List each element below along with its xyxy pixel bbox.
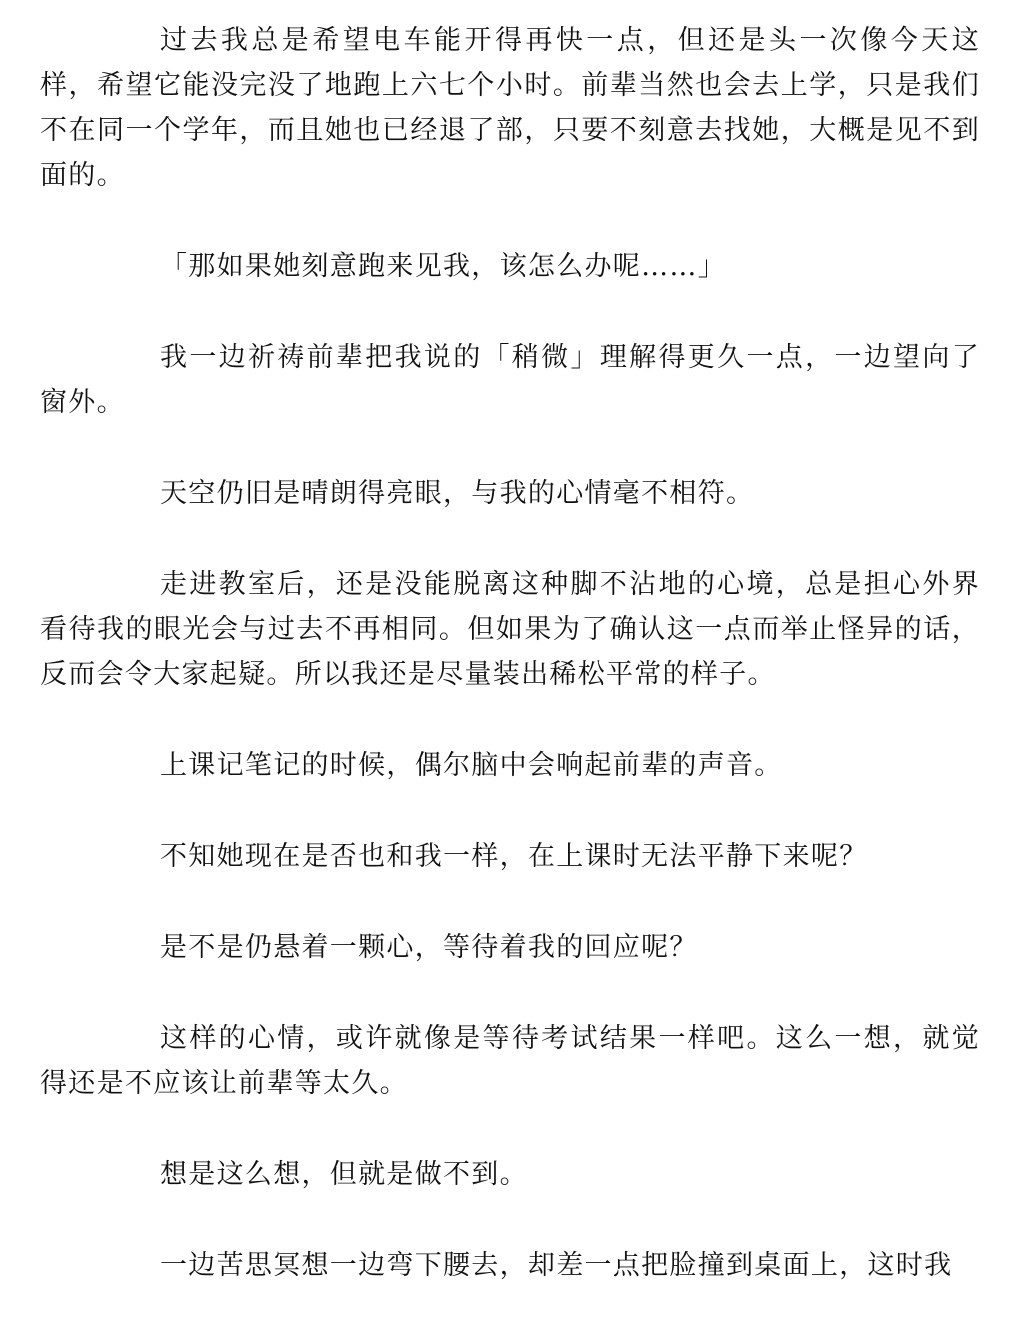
paragraph-5: 走进教室后，还是没能脱离这种脚不沾地的心境，总是担心外界看待我的眼光会与过去不再相同。但如果为了确认这一点而举止怪异的话，反而会令大家起疑。所以我还是尽量装出稀松平常的样子。 xyxy=(40,569,980,690)
paragraph-2-dialogue: 「那如果她刻意跑来见我，该怎么办呢……」 xyxy=(160,251,726,282)
paragraph-1: 过去我总是希望电车能开得再快一点，但还是头一次像今天这样，希望它能没完没了地跑上六七个小时。前辈当然也会去上学，只是我们不在同一个学年，而且她也已经退了部，只要不刻意去找她，大概是见不到面的。 xyxy=(40,25,980,191)
paragraph-9: 这样的心情，或许就像是等待考试结果一样吧。这么一想，就觉得还是不应该让前辈等太久。 xyxy=(40,1023,980,1099)
paragraph-3: 我一边祈祷前辈把我说的「稍微」理解得更久一点，一边望向了窗外。 xyxy=(40,342,980,418)
paragraph-7: 不知她现在是否也和我一样，在上课时无法平静下来呢？ xyxy=(160,841,868,872)
paragraph-4: 天空仍旧是晴朗得亮眼，与我的心情毫不相符。 xyxy=(160,478,755,509)
paragraph-6: 上课记笔记的时候，偶尔脑中会响起前辈的声音。 xyxy=(160,750,783,781)
paragraph-8: 是不是仍悬着一颗心，等待着我的回应呢？ xyxy=(160,932,698,963)
paragraph-10: 想是这么想，但就是做不到。 xyxy=(160,1159,528,1190)
document-page xyxy=(40,18,980,1288)
paragraph-11: 一边苦思冥想一边弯下腰去，却差一点把脸撞到桌面上，这时我 xyxy=(160,1250,953,1281)
